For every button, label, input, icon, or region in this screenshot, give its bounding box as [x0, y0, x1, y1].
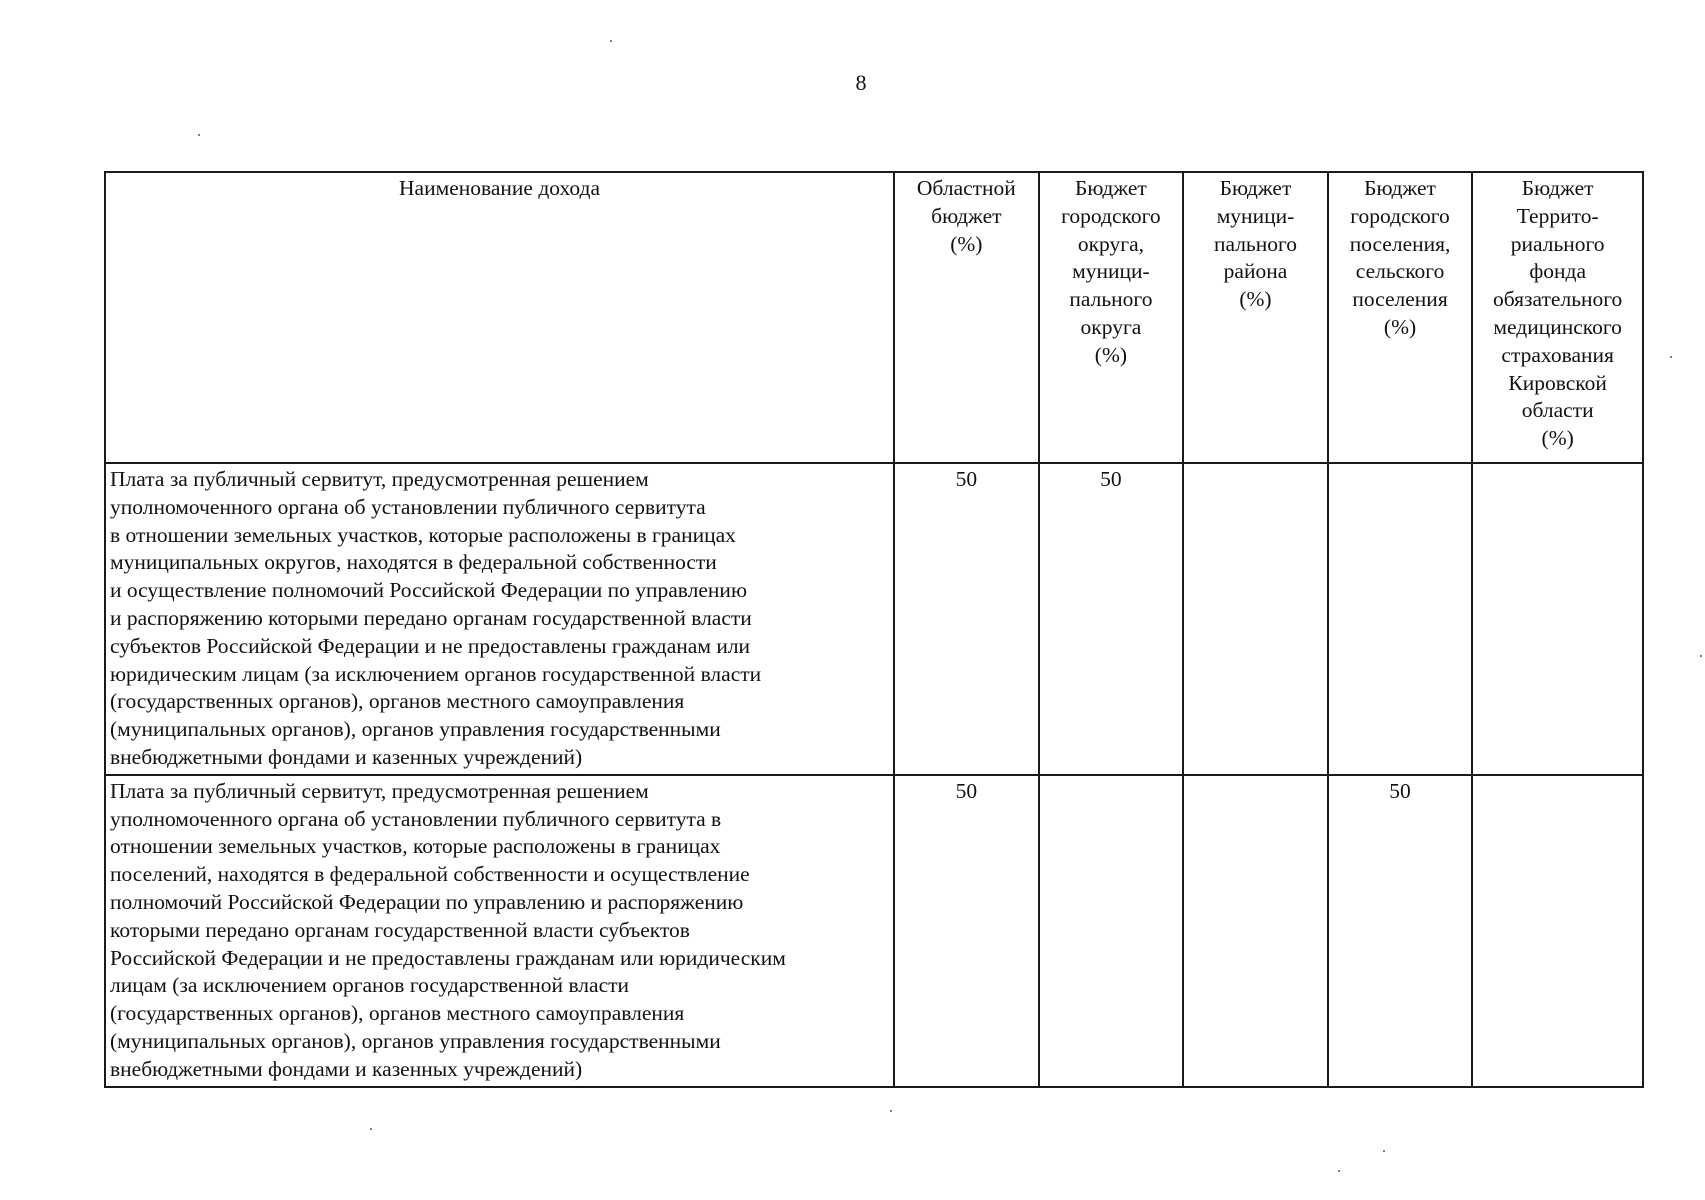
settlement-budget-cell — [1328, 463, 1473, 775]
health-insurance-fund-cell — [1472, 775, 1643, 1087]
settlement-budget-cell: 50 — [1328, 775, 1473, 1087]
scan-speck — [610, 40, 612, 42]
header-city-district-budget: Бюджет городского округа, муници- пального округа (%) — [1039, 172, 1184, 463]
table-row — [105, 463, 1643, 775]
revenue-name-cell: Плата за публичный сервитут, предусмотренная решением уполномоченного органа об установлении публичного сервитута в отношении земельных участков, которые расположены в границах поселений, находятся в федеральной собственности и осуществление полномочий Российской Федерации по управлению и распоряжению которыми передано органам государственной власти субъектов Российской Федерации и не предоставлены гражданам или юридическим лицам (за исключением органов государственной власти (государственных органов), органов местного самоуправления (муниципальных органов), органов управления государственными внебюджетными фондами и казенных учреждений) — [105, 775, 894, 1087]
scan-speck — [1338, 1170, 1340, 1172]
header-health-insurance-fund-budget: Бюджет Террито- риального фонда обязательного медицинского страхования Кировской области (%) — [1472, 172, 1643, 463]
scan-speck — [370, 1128, 372, 1130]
municipal-area-budget-cell — [1183, 775, 1328, 1087]
health-insurance-fund-cell — [1472, 463, 1643, 775]
header-regional-budget: Областной бюджет (%) — [894, 172, 1039, 463]
scan-speck — [1700, 655, 1702, 657]
regional-budget-cell: 50 — [894, 775, 1039, 1087]
scan-speck — [890, 1110, 892, 1112]
scan-speck — [1383, 1150, 1385, 1152]
table-row — [105, 775, 1643, 1087]
city-district-budget-cell: 50 — [1039, 463, 1184, 775]
revenue-distribution-table — [104, 171, 1644, 1088]
regional-budget-cell: 50 — [894, 463, 1039, 775]
scan-speck — [1670, 356, 1672, 358]
table-header-row — [105, 172, 1643, 463]
city-district-budget-cell — [1039, 775, 1184, 1087]
page-number: 8 — [855, 70, 867, 95]
scan-speck — [198, 134, 200, 136]
header-municipal-area-budget: Бюджет муници- пального района (%) — [1183, 172, 1328, 463]
header-settlement-budget: Бюджет городского поселения, сельского поселения (%) — [1328, 172, 1473, 463]
municipal-area-budget-cell — [1183, 463, 1328, 775]
revenue-name-cell: Плата за публичный сервитут, предусмотренная решением уполномоченного органа об установлении публичного сервитута в отношении земельных участков, которые расположены в границах муниципальных округов, находятся в федеральной собственности и осуществление полномочий Российской Федерации по управлению и распоряжению которыми передано органам государственной власти субъектов Российской Федерации и не предоставлены гражданам или юридическим лицам (за исключением органов государственной власти (государственных органов), органов местного самоуправления (муниципальных органов), органов управления государственными внебюджетными фондами и казенных учреждений) — [105, 463, 894, 775]
header-revenue-name: Наименование дохода — [105, 172, 894, 463]
